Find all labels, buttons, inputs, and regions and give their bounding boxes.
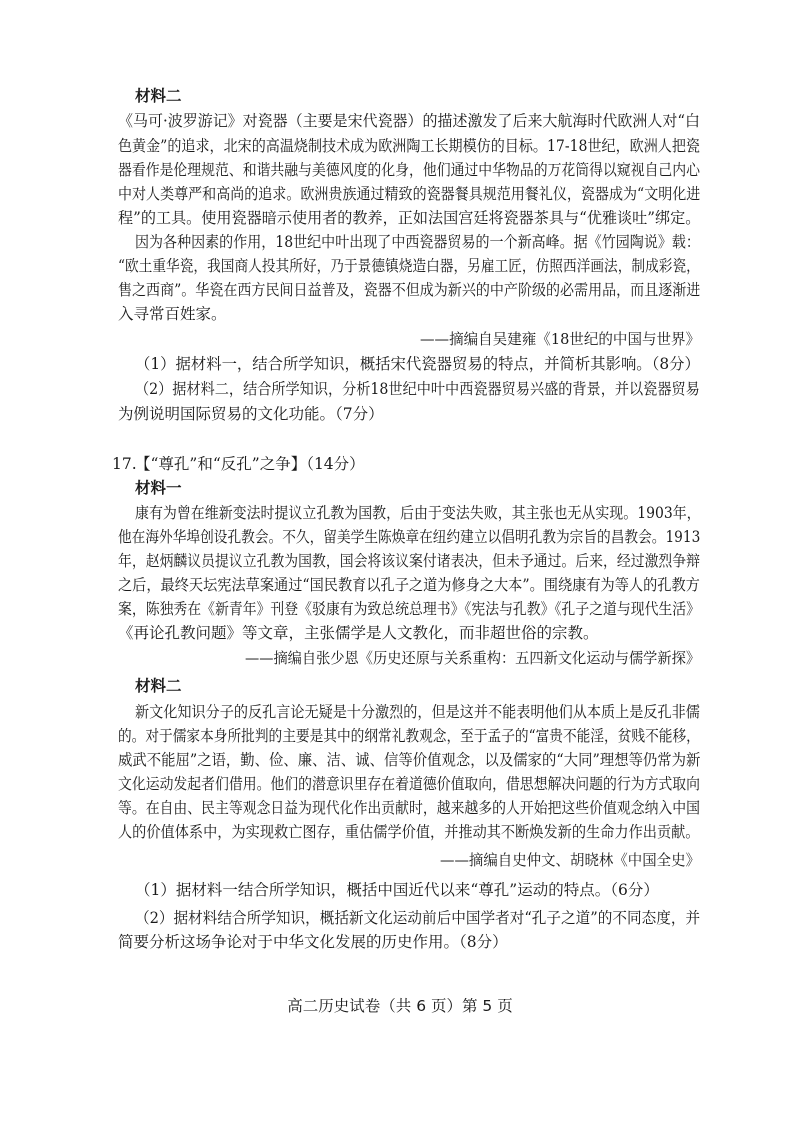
material-heading: 材料二 bbox=[135, 676, 182, 695]
paragraph-line: 案，陈独秀在《新青年》刊登《驳康有为致总统总理书》《宪法与孔教》《孔子之道与现代生活》 bbox=[118, 600, 701, 618]
paragraph-line: 售之西商”。华瓷在西方民间日益普及，瓷器不但成为新兴的中产阶级的必需用品，而且逐渐进 bbox=[118, 281, 701, 299]
paragraph-line: 之后，最终天坛宪法草案通过“国民教育以孔子之道为修身之大本”。围绕康有为等人的孔教方 bbox=[118, 576, 700, 594]
material-heading: 材料二 bbox=[135, 86, 182, 105]
paragraph-line: 《再论孔教问题》等文章，主张儒学是人文教化，而非超世俗的宗教。 bbox=[118, 624, 599, 642]
paragraph-line: 因为各种因素的作用，18世纪中叶出现了中西瓷器贸易的一个新高峰。据《竹园陶说》载： bbox=[135, 233, 700, 251]
source-citation: ——摘编自吴建雍《18世纪的中国与世界》 bbox=[420, 330, 701, 348]
paragraph-line: 威武不能屈”之语，勤、俭、廉、洁、诚、信等价值观念，以及儒家的“大同”理想等仍常为新 bbox=[118, 751, 701, 769]
paragraph-line: “欧土重华瓷，我国商人投其所好，乃于景德镇烧造白器，另雇工匠，仿照西洋画法，制成彩瓷， bbox=[118, 257, 700, 275]
paragraph-line: 器看作是伦理规范、和谐共融与美德风度的化身，他们通过中华物品的万花筒得以窥视自己内心 bbox=[118, 161, 701, 179]
paragraph-line: 康有为曾在维新变法时提议立孔教为国教，后由于变法失败，其主张也无从实现。1903年， bbox=[135, 504, 701, 522]
paragraph-line: 入寻常百姓家。 bbox=[118, 305, 227, 323]
page-footer: 高二历史试卷（共 6 页）第 5 页 bbox=[287, 997, 513, 1015]
sub-question: （1）据材料一结合所学知识，概括中国近代以来“尊孔”运动的特点。（6分） bbox=[135, 881, 659, 899]
sub-question: （2）据材料结合所学知识，概括新文化运动前后中国学者对“孔子之道”的不同态度，并 bbox=[135, 909, 701, 927]
paragraph-line: 中对人类尊严和高尚的追求。欧洲贵族通过精致的瓷器餐具规范用餐礼仪，瓷器成为“文明化进 bbox=[118, 185, 701, 203]
material-heading: 材料一 bbox=[135, 478, 182, 497]
paragraph-line: 《马可·波罗游记》对瓷器（主要是宋代瓷器）的描述激发了后来大航海时代欧洲人对“白 bbox=[118, 112, 700, 130]
paragraph-line: 年，赵炳麟议员提议立孔教为国教，国会将该议案付诸表决，但未予通过。后来，经过激烈争辩 bbox=[118, 552, 701, 570]
source-citation: ——摘编自张少恩《历史还原与关系重构：五四新文化运动与儒学新探》 bbox=[245, 649, 701, 667]
sub-question-continued: 简要分析这场争论对于中华文化发展的历史作用。（8分） bbox=[118, 933, 508, 951]
question-number: 17. bbox=[112, 455, 137, 473]
sub-question-continued: 为例说明国际贸易的文化功能。（7分） bbox=[118, 405, 384, 423]
paragraph-line: 文化运动发起者们借用。他们的潜意识里存在着道德价值取向，借思想解决问题的行为方式取向 bbox=[118, 775, 701, 793]
question-title: 【“尊孔”和“反孔”之争】（14分） bbox=[135, 455, 365, 473]
paragraph-line: 等。在自由、民主等观念日益为现代化作出贡献时，越来越多的人开始把这些价值观念纳入中国 bbox=[118, 799, 701, 817]
sub-question: （2）据材料二，结合所学知识，分析18世纪中叶中西瓷器贸易兴盛的背景，并以瓷器贸易 bbox=[135, 380, 700, 398]
paragraph-line: 新文化知识分子的反孔言论无疑是十分激烈的，但是这并不能表明他们从本质上是反孔非儒 bbox=[135, 703, 700, 721]
paragraph-line: 他在海外华埠创设孔教会。不久，留美学生陈焕章在纽约建立以倡明孔教为宗旨的昌教会。1913 bbox=[118, 528, 701, 546]
paragraph-line: 的。对于儒家本身所批判的主要是其中的纲常礼教观念，至于孟子的“富贵不能淫，贫贱不能移， bbox=[118, 727, 700, 745]
source-citation: ——摘编自史仲文、胡晓林《中国全史》 bbox=[440, 851, 701, 869]
paragraph-line: 色黄金”的追求，北宋的高温烧制技术成为欧洲陶工长期模仿的目标。17-18世纪，欧洲人把瓷 bbox=[118, 137, 700, 155]
paragraph-line: 程”的工具。使用瓷器暗示使用者的教养，正如法国宫廷将瓷器茶具与“优雅谈吐”绑定。 bbox=[118, 209, 701, 227]
paragraph-line: 人的价值体系中，为实现救亡图存，重估儒学价值，并推动其不断焕发新的生命力作出贡献。 bbox=[118, 823, 700, 841]
sub-question: （1）据材料一，结合所学知识，概括宋代瓷器贸易的特点，并简析其影响。（8分） bbox=[135, 355, 700, 373]
